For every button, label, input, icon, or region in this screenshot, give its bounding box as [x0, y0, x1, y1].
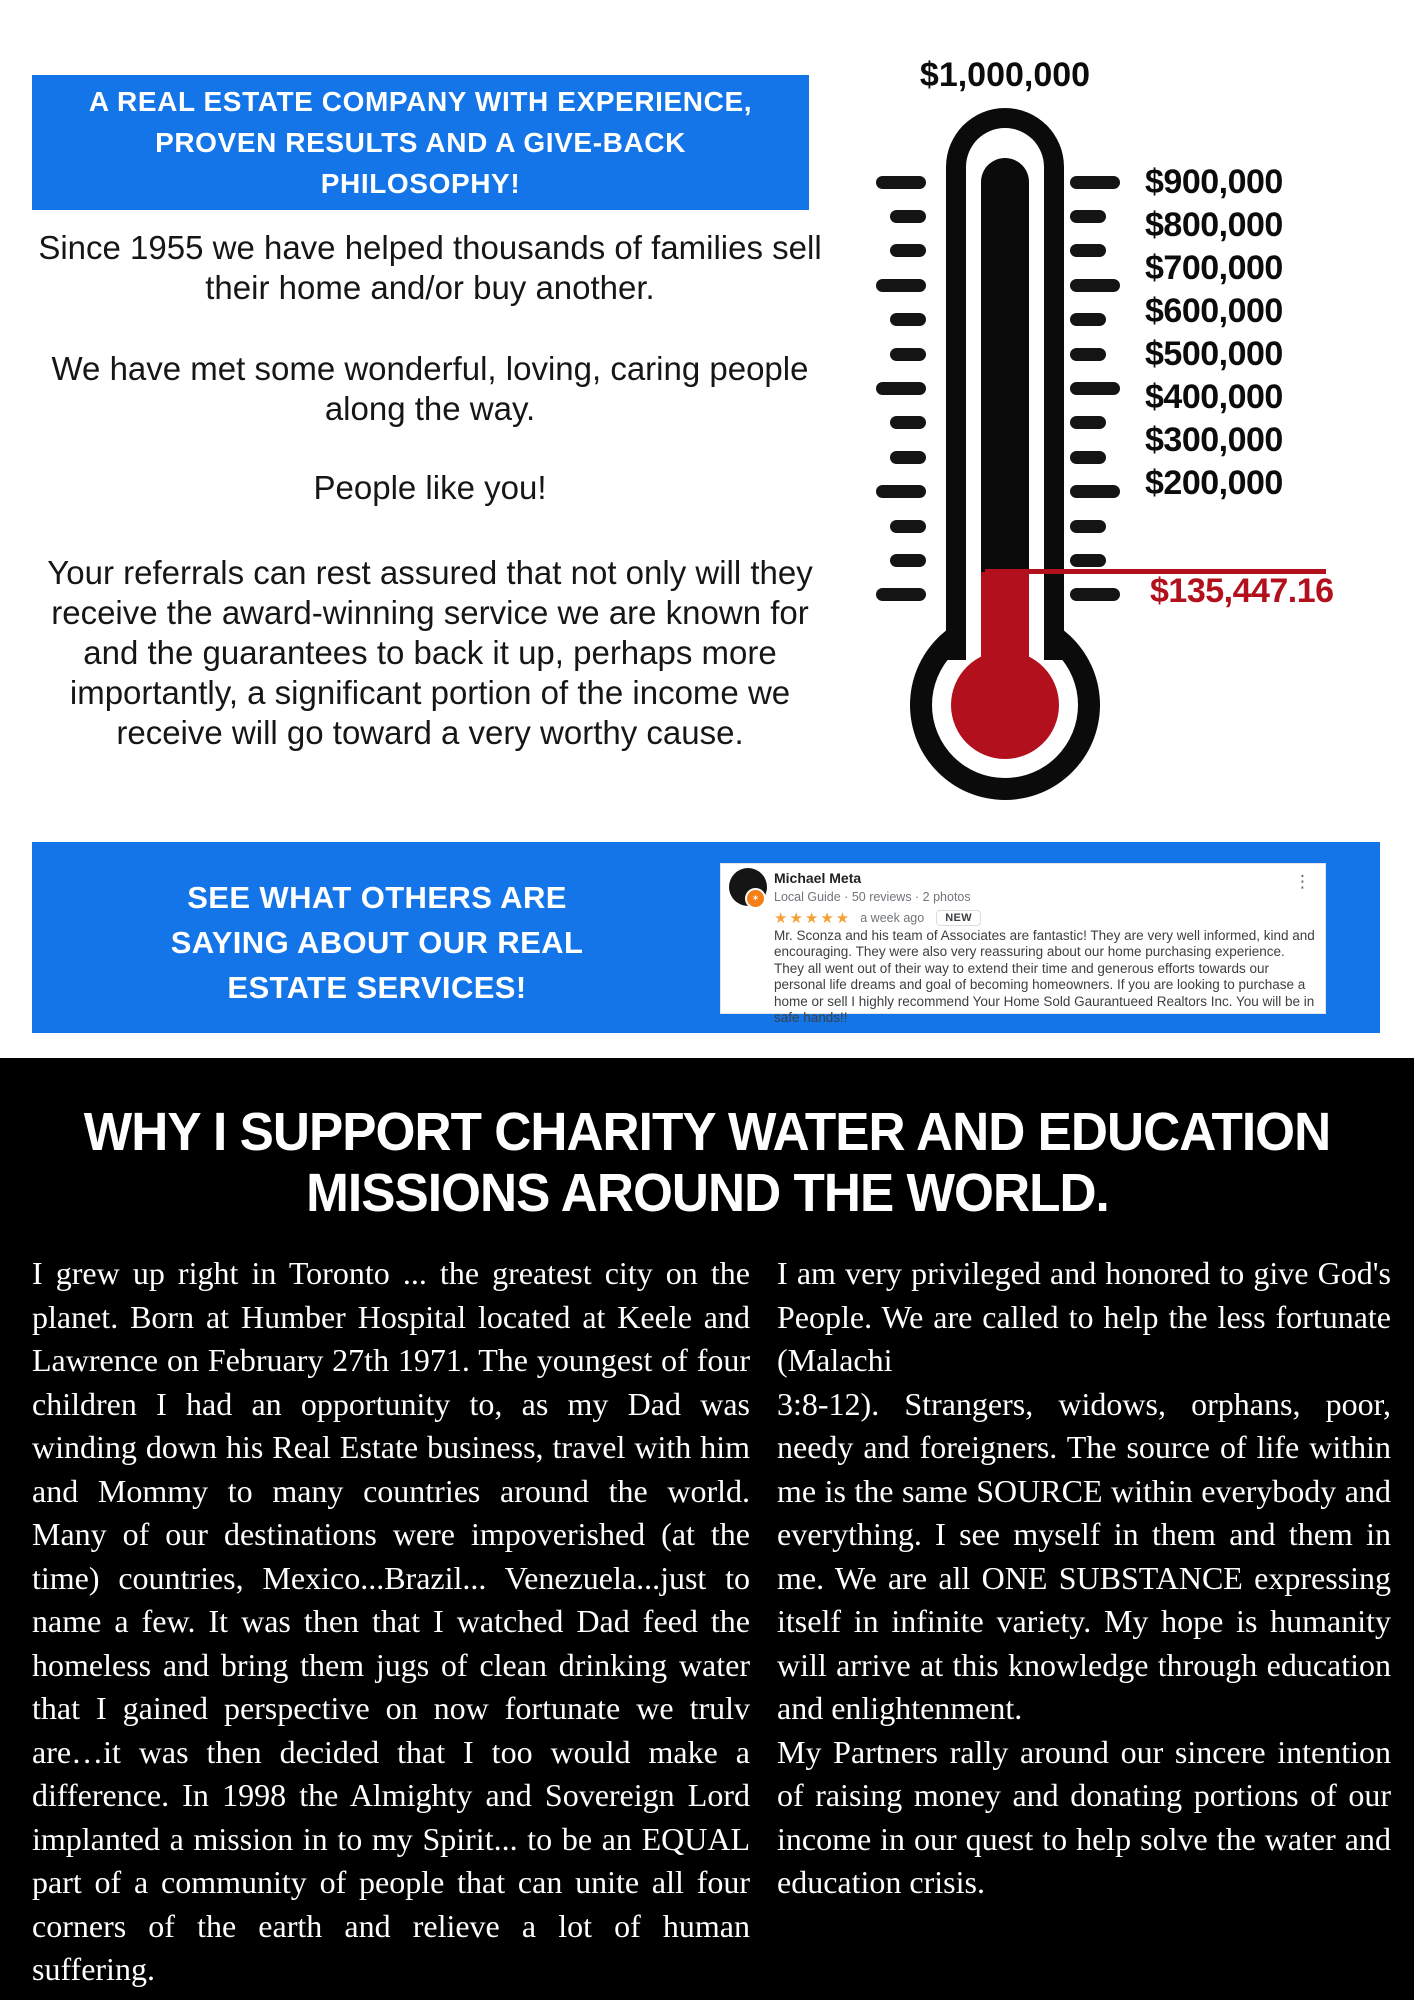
kebab-menu-icon[interactable]: ⋮: [1294, 872, 1311, 891]
charity-paragraph: I grew up right in Toronto ... the greatest city on the planet. Born at Humber Hospital located at Keele and Lawrence on February 27th 1971. The youngest of four children I had an opportunity to, as my Dad was winding down his Real Estate business, travel with him and Mommy to many countries around the world. Many of our destinations were impoverished (at the time) countries, Mexico...Brazil... Venezuela...just to name a few. It was then that I watched Dad feed the homeless and bring them jugs of clean drinking water that I gained perspective on now fortunate we trulv are…it was then decided that I too would make a difference. In 1998 the Almighty and Sovereign Lord implanted a mission in to my Spirit... to be an EQUAL part of a community of people that can unite all four corners of the earth and relieve a lot of human suffering.: [32, 1255, 750, 1987]
thermometer-tick: [890, 313, 926, 326]
thermometer-tick: [1070, 313, 1106, 326]
reviews-banner-line: SEE WHAT OTHERS ARE: [187, 880, 567, 915]
scale-label: $500,000: [1145, 335, 1283, 373]
charity-paragraph: 3:8-12). Strangers, widows, orphans, poor, needy and foreigners. The source of life within me is the same SOURCE within everybody and everything. I see myself in them and them in me. We are all ONE SUBSTANCE expressing itself in infinite variety. My hope is humanity will arrive at this knowledge through education and enlightenment.: [777, 1385, 1391, 1726]
thermometer-tick: [890, 244, 926, 257]
thermometer-mercury: [981, 158, 1029, 668]
scale-label: $800,000: [1145, 206, 1283, 244]
thermometer-tick: [1070, 451, 1106, 464]
intro-paragraph: People like you!: [313, 469, 547, 506]
charity-heading-line: WHY I SUPPORT CHARITY WATER AND EDUCATION: [83, 1102, 1331, 1162]
charity-paragraph: My Partners rally around our sincere intention of raising money and donating portions of our income in our quest to help solve the water and education crisis.: [777, 1733, 1391, 1900]
thermometer-tick: [1070, 382, 1120, 395]
charity-section: [0, 1058, 1414, 2000]
scale-label: $900,000: [1145, 163, 1283, 201]
thermometer-tick: [1070, 485, 1120, 498]
local-guide-badge-icon: ✶: [745, 888, 766, 909]
thermometer-goal-label: $1,000,000: [919, 56, 1091, 94]
google-review-card: [720, 863, 1326, 1026]
reviewer-name: Michael Meta: [774, 870, 862, 886]
scale-label: $700,000: [1145, 249, 1283, 287]
reviews-banner-title: [52, 875, 702, 1010]
current-amount-label: $135,447.16: [1150, 572, 1334, 610]
reviews-banner-line: ESTATE SERVICES!: [227, 970, 527, 1005]
thermometer-tick: [890, 416, 926, 429]
thermometer-tick: [1070, 244, 1106, 257]
thermometer-tick: [876, 279, 926, 292]
star-rating-icon: ★★★★★: [774, 910, 852, 927]
scale-label: $200,000: [1145, 464, 1283, 502]
thermometer-bulb-fill: [951, 651, 1059, 759]
reviews-banner: [32, 842, 1380, 1033]
thermometer-tick: [1070, 210, 1106, 223]
intro-banner-line: A REAL ESTATE COMPANY WITH EXPERIENCE,: [88, 86, 753, 117]
thermometer-tick: [1070, 348, 1106, 361]
intro-banner-line: PHILOSOPHY!: [320, 168, 521, 199]
thermometer-tick: [890, 451, 926, 464]
intro-banner-line: PROVEN RESULTS AND A GIVE-BACK: [155, 127, 686, 158]
scale-label: $600,000: [1145, 292, 1283, 330]
thermometer-tick: [1070, 416, 1106, 429]
thermometer-tick: [876, 485, 926, 498]
charity-heading-line: MISSIONS AROUND THE WORLD.: [305, 1163, 1109, 1223]
thermometer-tick: [1070, 279, 1120, 292]
charity-paragraph: I am very privileged and honored to give God's People. We are called to help the less fortunate (Malachi: [777, 1255, 1391, 1378]
thermometer-tick: [890, 520, 926, 533]
intro-paragraph: Your referrals can rest assured that not only will they receive the award-winning service we are known for and the guarantees to back it up, perhaps more importantly, a significant portion of the income we receive will go toward a very worthy cause.: [47, 554, 813, 751]
scale-label: $400,000: [1145, 378, 1283, 416]
charity-column-right: [777, 1252, 1391, 1905]
scale-label: $300,000: [1145, 421, 1283, 459]
thermometer-tick: [876, 382, 926, 395]
review-time: a week ago: [860, 911, 925, 925]
thermometer-tick: [876, 176, 926, 189]
thermometer-tick: [876, 588, 926, 601]
reviewer-meta: Local Guide · 50 reviews · 2 photos: [774, 890, 971, 904]
new-review-badge: NEW: [936, 910, 981, 926]
thermometer-tick: [1070, 176, 1120, 189]
reviews-banner-line: SAYING ABOUT OUR REAL: [170, 925, 584, 960]
review-body-text: Mr. Sconza and his team of Associates are fantastic! They are very well informed, kind and encouraging. They were also very reassuring about our home purchasing experience. They all went out of their way to extend their time and generous efforts towards our personal life dreams and goal of becoming homeowners. If you are looking to purchase a home or sell I highly recommend Your Home Sold Gaurantueed Realtors Inc. You will be in safe hands!!: [774, 928, 1315, 1026]
thermometer-tick: [1070, 588, 1120, 601]
thermometer-tick: [890, 554, 926, 567]
thermometer-tick: [1070, 554, 1106, 567]
review-rating-row: [774, 909, 981, 927]
intro-paragraph: We have met some wonderful, loving, caring people along the way.: [51, 350, 809, 427]
thermometer-tick: [1070, 520, 1106, 533]
charity-heading: [0, 1102, 1414, 1224]
intro-paragraph: Since 1955 we have helped thousands of families sell their home and/or buy another.: [38, 229, 822, 306]
charity-column-left: [32, 1252, 750, 1992]
intro-banner: [32, 75, 809, 210]
thermometer-tick: [890, 348, 926, 361]
thermometer-tick: [890, 210, 926, 223]
